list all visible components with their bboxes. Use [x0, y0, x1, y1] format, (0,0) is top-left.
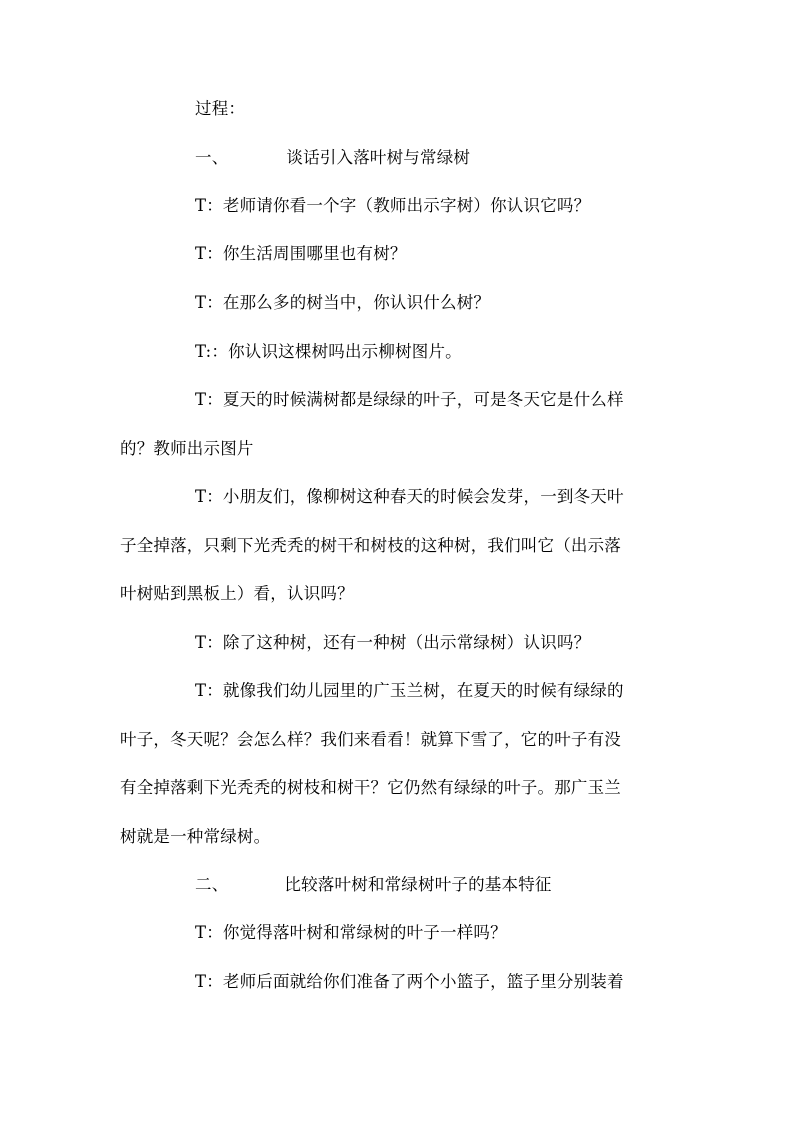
- section-1-heading: [195, 147, 470, 169]
- section-2-number: 二、: [195, 875, 229, 894]
- paragraph-line: T：除了这种树，还有一种树（出示常绿树）认识吗？: [195, 633, 591, 652]
- section-2-title: 比较落叶树和常绿树叶子的基本特征: [284, 875, 552, 894]
- paragraph-line: 叶树贴到黑板上）看，认识吗？: [120, 584, 354, 603]
- paragraph-line: 的？教师出示图片: [120, 439, 254, 458]
- paragraph-line: 树就是一种常绿树。: [120, 827, 271, 846]
- section-1-title: 谈话引入落叶树与常绿树: [286, 148, 471, 167]
- paragraph-line: T：就像我们幼儿园里的广玉兰树，在夏天的时候有绿绿的: [195, 681, 624, 700]
- section-1-number: 一、: [195, 148, 229, 167]
- paragraph-line: T：在那么多的树当中，你认识什么树？: [195, 293, 491, 312]
- paragraph-line: 有全掉落剩下光秃秃的树枝和树干？它仍然有绿绿的叶子。那广玉兰: [120, 778, 621, 797]
- paragraph-line: T:：你认识这棵树吗出示柳树图片。: [195, 342, 462, 361]
- paragraph-line: T：小朋友们，像柳树这种春天的时候会发芽，一到冬天叶: [195, 487, 624, 506]
- paragraph-line: 叶子，冬天呢？会怎么样？我们来看看！就算下雪了，它的叶子有没: [120, 730, 621, 749]
- section-2-heading: [195, 874, 552, 896]
- paragraph-line: T：夏天的时候满树都是绿绿的叶子，可是冬天它是什么样: [195, 390, 624, 409]
- paragraph-line: T：老师后面就给你们准备了两个小篮子，篮子里分别装着: [195, 972, 624, 991]
- process-label: 过程：: [195, 99, 246, 118]
- paragraph-line: T：你觉得落叶树和常绿树的叶子一样吗？: [195, 923, 507, 942]
- paragraph-line: T：你生活周围哪里也有树？: [195, 244, 407, 263]
- paragraph-line: T：老师请你看一个字（教师出示字树）你认识它吗？: [195, 196, 591, 215]
- paragraph-line: 子全掉落，只剩下光秃秃的树干和树枝的这种树，我们叫它（出示落: [120, 536, 621, 555]
